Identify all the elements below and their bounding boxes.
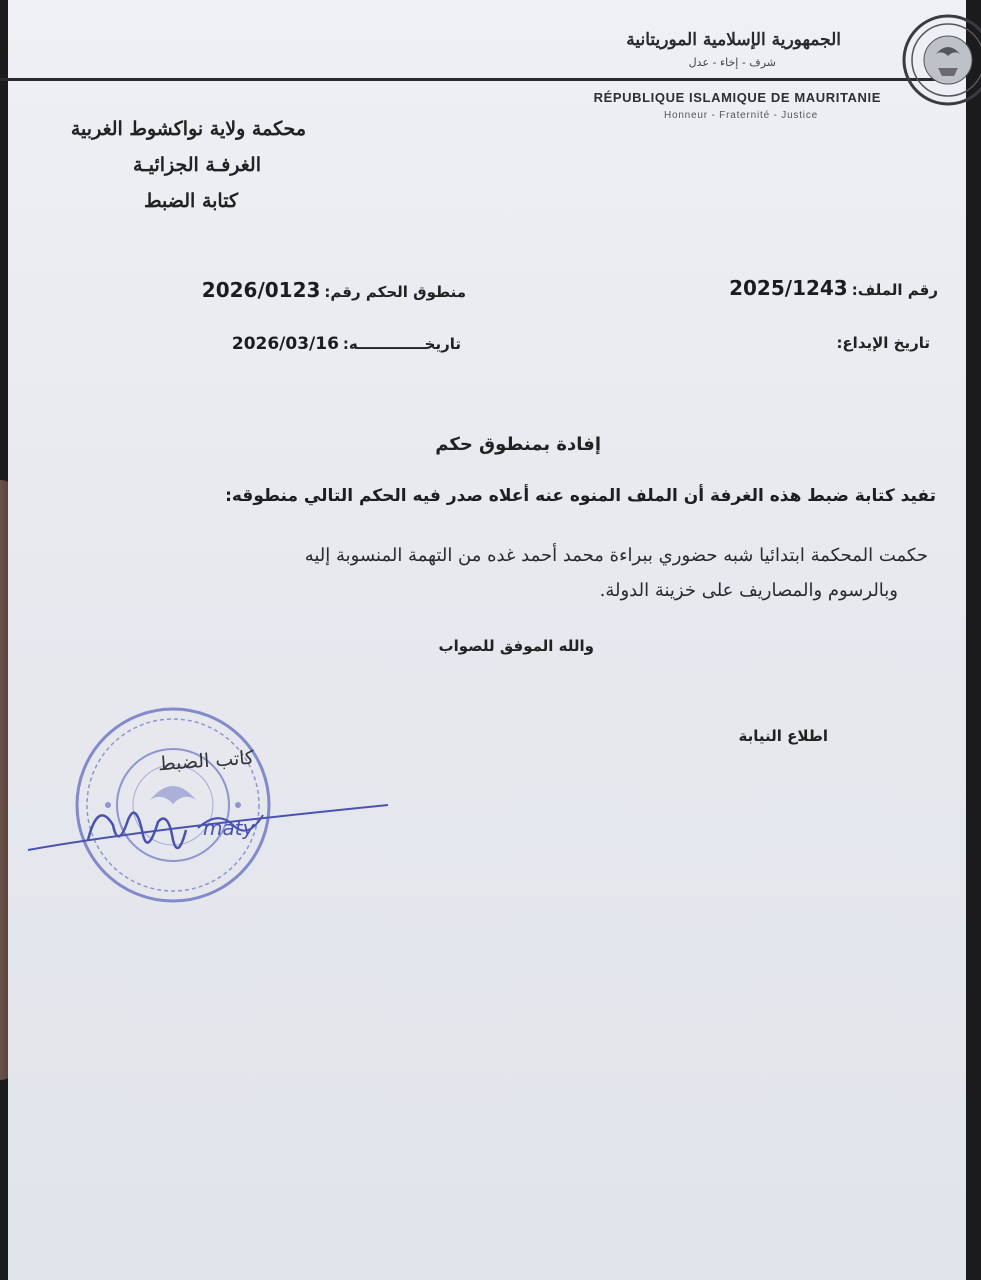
judgment-number-label: منطوق الحكم رقم: <box>324 283 466 301</box>
file-number-label: رقم الملف: <box>851 281 938 299</box>
closing-formula: والله الموفق للصواب <box>438 637 594 655</box>
handwritten-signature-icon <box>18 780 398 890</box>
motto-arabic: شرف - إخاء - عدل <box>688 56 776 69</box>
chamber-name: الغرفـة الجزائيـة <box>132 154 261 176</box>
republic-name-french: RÉPUBLIQUE ISLAMIQUE DE MAURITANIE <box>593 90 881 105</box>
prosecution-note: اطلاع النيابة <box>738 727 828 745</box>
date-row <box>232 334 461 354</box>
deposit-date-label: تاريخ الإيداع: <box>836 334 930 352</box>
document-page <box>8 0 966 1280</box>
ruling-line-2: وبالرسوم والمصاريف على خزينة الدولة. <box>599 580 898 601</box>
judgment-number-row <box>202 278 466 302</box>
motto-french: Honneur - Fraternité - Justice <box>663 110 818 121</box>
ruling-line-1: حكمت المحكمة ابتدائيا شبه حضوري ببراءة محمد أحمد غده من التهمة المنسوبة إليه <box>304 545 928 566</box>
national-seal-icon <box>898 10 981 110</box>
court-name: محكمة ولاية نواكشوط الغربية <box>70 118 306 140</box>
file-number-value: 2025/1243 <box>729 276 848 300</box>
registry-name: كتابة الضبط <box>144 190 238 212</box>
intro-paragraph: تفيد كتابة ضبط هذه الغرفة أن الملف المنوه عنه أعلاه صدر فيه الحكم التالي منطوقه: <box>225 486 936 506</box>
signature-word: maty <box>203 816 255 840</box>
clerk-title: كاتب الضبط <box>157 746 255 776</box>
date-label: تاريخـــــــــــــه: <box>342 335 461 353</box>
header-divider <box>0 78 938 81</box>
date-value: 2026/03/16 <box>231 334 339 354</box>
file-number-row <box>729 276 938 300</box>
republic-name-arabic: الجمهورية الإسلامية الموريتانية <box>626 30 841 50</box>
judgment-number-value: 2026/0123 <box>201 278 321 302</box>
document-title: إفادة بمنطوق حكم <box>435 434 601 455</box>
